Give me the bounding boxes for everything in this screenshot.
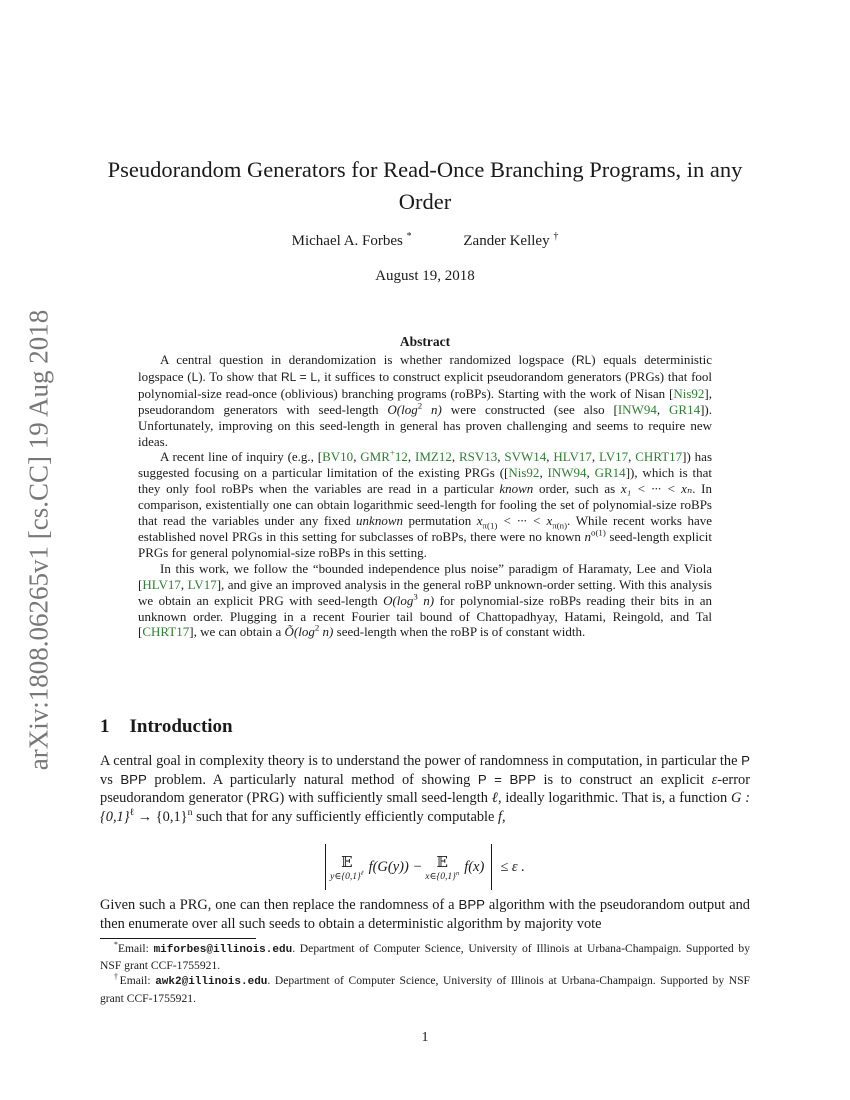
citation-link[interactable]: GMR+12 [360, 448, 408, 465]
section-title: Introduction [129, 716, 233, 737]
page-number: 1 [421, 1030, 429, 1045]
abstract-paragraph-3: In this work, we follow the “bounded independence plus noise” paradigm of Haramaty, Lee and Viola [HLV17, LV17], and give an improved analysis in the general roBP unknown-order setting. With this analysis we obtain an explicit PRG with seed-length $O(\log^3$ n) for polynomial-size roBPs reading their bits in an unknown order. Plugging in a recent Fourier tail bound of Chattopadhyay, Hatami, Reingold, and Tal [CHRT17], we can obtain a $Õ(\log^2$ n) seed-length when the roBP is of constant width. [138, 560, 712, 640]
abstract-paragraph-2: A recent line of inquiry (e.g., [BV10, GMR+12, IMZ12, RSV13, SVW14, HLV17, LV17, CHRT17]) has suggested focusing on a particular limitation of the existing PRGs ([Nis92, INW94, GR14]), which is that they only fool roBPs when the variables are read in a particular known order, such as x₁ < ··· < xₙ. In comparison, existentially one can obtain logarithmic seed-length for fooling the set of polynomial-size roBPs that read the variables under any fixed unknown permutation $x_{\pi(1)}$ < ··· < $x_{\pi(n)}$. While recent works have established novel PRGs in this setting for subclasses of roBPs, there were no known $n^{o(1)}$ seed-length explicit PRGs for general polynomial-size roBPs in this setting. [138, 448, 713, 560]
arxiv-identifier-margin [22, 290, 56, 790]
citation-link[interactable]: BV10 [322, 449, 354, 465]
author-kelley: Zander Kelley † [463, 231, 559, 249]
citation-link[interactable]: GR14 [594, 465, 626, 481]
display-equation: 𝔼 $y\in\{0,1\}^\ell$ f(G(y)) − 𝔼 $x\in\{0,1\}^n$ f(x) ≤ ε . [100, 842, 750, 892]
introduction-paragraph: A central goal in complexity theory is to understand the power of randomness in computation, in particular the P vs BPP problem. A particularly natural method of showing P = BPP is to construct an explicit ε-error pseudorandom generator (PRG) with sufficiently small seed-length ℓ, ideally logarithmic. That is, a function G : $\{0,1\}^\ell \to \{0,1\}^n$ such that for any sufficiently efficiently computable f, [100, 753, 750, 825]
paper-date: August 19, 2018 [375, 268, 475, 284]
footnotes [100, 941, 750, 1006]
footnote-divider [100, 938, 256, 939]
citation-link[interactable]: CHRT17 [142, 624, 190, 640]
arxiv-identifier: arXiv:1808.06265v1 [cs.CC] 19 Aug 2018 [23, 309, 54, 771]
citation-link[interactable]: INW94 [617, 401, 657, 417]
citation-link[interactable]: GR14 [669, 401, 701, 417]
section-number: 1 [100, 716, 110, 737]
email-link[interactable]: awk2@illinois.edu [155, 976, 268, 989]
paper-title: Pseudorandom Generators for Read-Once Branching Programs, in any Order [107, 157, 743, 214]
post-equation-paragraph: Given such a PRG, one can then replace the randomness of a BPP algorithm with the pseudorandom output and then enumerate over all such seeds to obtain a deterministic algorithm by majority vote [100, 897, 750, 932]
absolute-value-expression: 𝔼 $y\in\{0,1\}^\ell$ f(G(y)) − 𝔼 $x\in\{0,1\}^n$ f(x) [325, 844, 492, 890]
citation-link[interactable]: LV17 [187, 576, 217, 592]
abstract-heading: Abstract [399, 334, 451, 349]
expectation-operator: 𝔼 $y\in\{0,1\}^\ell$ [330, 852, 364, 882]
citation-link[interactable]: INW94 [547, 465, 587, 481]
footnote-1: *Email: miforbes@illinois.edu. Department of Computer Science, University of Illinois at Urbana-Champaign. Supported by NSF grant CCF-1755921. [100, 940, 750, 973]
citation-link[interactable]: Nis92 [508, 465, 540, 481]
footnote-2: †Email: awk2@illinois.edu. Department of Computer Science, University of Illinois at Urbana-Champaign. Supported by NSF grant CCF-1755921. [100, 972, 751, 1005]
citation-link[interactable]: HLV17 [553, 449, 592, 465]
abstract-paragraph-1: A central question in derandomization is whether randomized logspace (RL) equals deterministic logspace (L). To show that RL = L, it suffices to construct explicit pseudorandom generators (PRGs) that fool polynomial-size read-once (oblivious) branching programs (roBPs). Starting with the work of Nisan [Nis92], pseudorandom generators with seed-length $O(\log^2$ n) were constructed (see also [INW94, GR14]). Unfortunately, improving on this seed-length in general has proven challenging and seems to require new ideas. [138, 352, 713, 449]
citation-link[interactable]: HLV17 [142, 576, 181, 592]
citation-link[interactable]: IMZ12 [415, 449, 452, 465]
citation-link[interactable]: SVW14 [504, 449, 547, 465]
email-link[interactable]: miforbes@illinois.edu [153, 944, 293, 956]
citation-link[interactable]: Nis92 [673, 385, 705, 401]
author-list [100, 233, 750, 250]
citation-link[interactable]: LV17 [599, 449, 629, 465]
author-forbes: Michael A. Forbes * [291, 231, 412, 249]
abstract-body [138, 352, 712, 640]
section-heading-introduction [100, 716, 233, 738]
citation-link[interactable]: CHRT17 [635, 449, 683, 465]
expectation-operator: 𝔼 $x\in\{0,1\}^n$ [425, 852, 460, 882]
citation-link[interactable]: RSV13 [458, 449, 498, 465]
